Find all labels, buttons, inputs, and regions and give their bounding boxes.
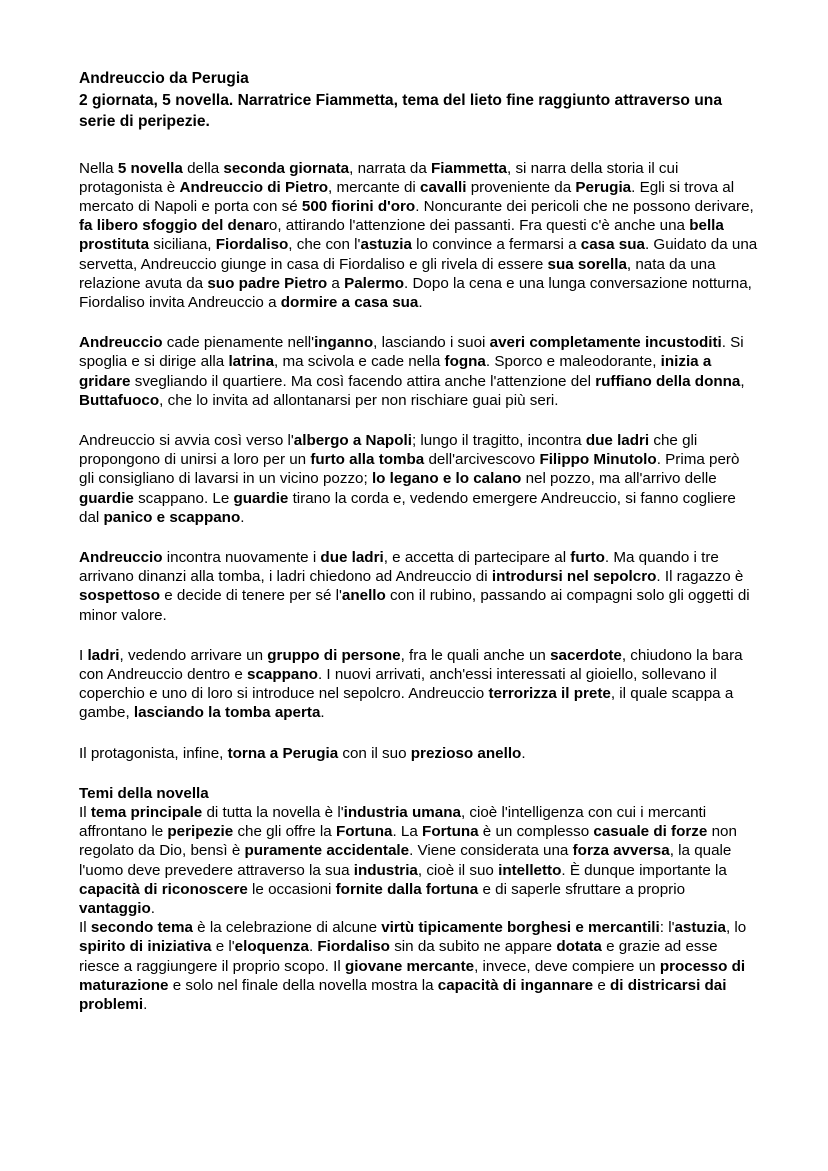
bold-text-run: Perugia xyxy=(575,178,632,196)
bold-text-run: fa libero sfoggio del denar xyxy=(79,217,269,235)
text-run: della xyxy=(182,159,224,177)
bold-text-run: ruffiano della donna xyxy=(595,372,741,390)
bold-text-run: albergo a Napoli xyxy=(293,431,412,449)
bold-text-run: tema principale xyxy=(90,803,203,821)
bold-text-run: Fiammetta xyxy=(431,159,507,177)
text-run: , xyxy=(740,372,745,390)
text-run: , la quale l'uomo deve prevedere attraverso la sua xyxy=(79,842,732,879)
bold-text-run: prezioso anello xyxy=(410,744,522,762)
text-run: , ma scivola e cade nella xyxy=(274,353,445,371)
bold-text-run: anello xyxy=(341,587,386,605)
text-run: . xyxy=(240,508,245,526)
text-run: o, attirando l'attenzione dei passanti. Fra questi c'è anche una xyxy=(268,217,690,235)
bold-text-run: virtù tipicamente borghesi e mercantili xyxy=(381,919,660,937)
text-run: di tutta la novella è l' xyxy=(202,803,344,821)
bold-text-run: di districarsi dai problemi xyxy=(79,976,727,1014)
text-run: . Viene considerata una xyxy=(409,842,573,860)
bold-text-run: industria xyxy=(353,861,418,879)
text-run: , vedendo arrivare un xyxy=(119,646,268,664)
bold-text-run: due ladri xyxy=(320,548,384,566)
bold-text-run: inizia a gridare xyxy=(79,353,712,390)
text-run: . I nuovi arrivati, anch'essi interessati al gioiello, sollevano il coperchio e uno di loro si introduce nel sepolcro. Andreuccio xyxy=(79,665,717,703)
text-run: siciliana, xyxy=(149,236,216,254)
text-run: . Si spoglia e si dirige alla xyxy=(79,334,744,371)
text-run: ; lungo il tragitto, incontra xyxy=(411,431,586,449)
text-run: nel pozzo, ma all'arrivo delle xyxy=(521,470,717,488)
bold-text-run: industria umana xyxy=(343,803,461,821)
text-run: , nata da una relazione avuta da xyxy=(79,255,716,292)
text-run: proveniente da xyxy=(466,178,576,196)
text-run: . Noncurante dei pericoli che ne possono derivare, xyxy=(415,197,754,215)
bold-text-run: casuale di forze xyxy=(593,823,708,841)
bold-text-run: fogna xyxy=(444,353,486,371)
text-run: , mercante di xyxy=(328,178,421,196)
text-run: e grazie ad esse riesce a raggiungere il proprio scopo. Il xyxy=(79,938,718,975)
text-run: Il xyxy=(79,919,91,937)
text-run: con il suo xyxy=(338,744,411,762)
text-run: . Ma quando i tre arrivano dinanzi alla tomba, i ladri chiedono ad Andreuccio di xyxy=(79,548,719,586)
text-run: , cioè l'intelligenza con cui i mercanti affrontano le xyxy=(79,803,707,841)
document-subtitle: 2 giornata, 5 novella. Narratrice Fiammetta, tema del lieto fine raggiunto attraverso una serie di peripezie. xyxy=(79,91,722,130)
text-run: Nella xyxy=(79,159,118,177)
text-run: , si narra della storia il cui protagonista è xyxy=(79,159,679,196)
text-run: . Egli si trova al mercato di Napoli e porta con sé xyxy=(79,178,735,215)
bold-text-run: astuzia xyxy=(360,236,412,254)
text-run: . xyxy=(143,996,148,1014)
bold-text-run: averi completamente incustoditi xyxy=(489,334,722,352)
paragraph-theme-2 xyxy=(79,918,758,1014)
bold-text-run: processo di maturazione xyxy=(79,957,746,994)
text-run: è un complesso xyxy=(478,823,594,841)
text-run: a xyxy=(327,274,345,292)
bold-text-run: lasciando la tomba aperta xyxy=(133,704,321,722)
text-run: Il xyxy=(79,803,91,821)
text-run: svegliando il quartiere. Ma così facendo attira anche l'attenzione del xyxy=(130,372,596,390)
paragraph-plot-1 xyxy=(79,159,758,313)
bold-text-run: scappano xyxy=(247,665,318,683)
text-run: , lo xyxy=(725,919,747,937)
paragraph-plot-4 xyxy=(79,548,758,625)
text-run: . Sporco e maleodorante, xyxy=(485,353,661,371)
paragraph-plot-2 xyxy=(79,333,758,410)
bold-text-run: sacerdote xyxy=(550,646,622,664)
text-run: , il quale scappa a gambe, xyxy=(79,685,734,722)
bold-text-run: dormire a casa sua xyxy=(280,293,419,311)
bold-text-run: intelletto xyxy=(498,861,562,879)
paragraph-plot-6 xyxy=(79,744,758,763)
text-run: . xyxy=(418,293,423,311)
bold-text-run: due ladri xyxy=(585,431,650,449)
text-run: . xyxy=(320,704,325,722)
bold-text-run: dotata xyxy=(556,938,602,956)
document-title: Andreuccio da Perugia xyxy=(79,70,249,87)
text-run: Il protagonista, infine, xyxy=(79,744,228,762)
section-title-themes: Temi della novella xyxy=(79,784,209,802)
text-run: : l' xyxy=(659,919,675,937)
bold-text-run: secondo tema xyxy=(90,919,193,937)
text-run: e di saperle sfruttare a proprio xyxy=(478,880,686,898)
bold-text-run: Andreuccio di Pietro xyxy=(179,178,329,196)
bold-text-run: peripezie xyxy=(167,823,234,841)
text-run: e decide di tenere per sé l' xyxy=(160,587,342,605)
bold-text-run: Buttafuoco xyxy=(79,391,160,409)
text-run: e solo nel finale della novella mostra la xyxy=(168,976,438,994)
heading-block xyxy=(79,68,758,133)
text-run: che gli propongono di unirsi a loro per un xyxy=(79,431,698,469)
text-run: non regolato da Dio, bensì è xyxy=(79,823,737,860)
text-run: e l' xyxy=(211,938,235,956)
bold-text-run: puramente accidentale xyxy=(244,842,410,860)
text-run: , invece, deve compiere un xyxy=(474,957,660,975)
bold-text-run: inganno xyxy=(314,334,374,352)
bold-text-run: latrina xyxy=(228,353,275,371)
bold-text-run: Filippo Minutolo xyxy=(539,451,657,469)
bold-text-run: 500 fiorini d'oro xyxy=(301,197,416,215)
text-run: con il rubino, passando ai compagni solo gli oggetti di minor valore. xyxy=(79,587,750,624)
text-run: . È dunque importante la xyxy=(561,861,727,879)
text-run: è la celebrazione di alcune xyxy=(192,919,382,937)
text-run: , fra le quali anche un xyxy=(400,646,551,664)
bold-text-run: giovane mercante xyxy=(344,957,475,975)
paragraph-theme-1 xyxy=(79,803,758,918)
bold-text-run: guardie xyxy=(79,489,134,507)
bold-text-run: Fiordaliso xyxy=(317,938,390,956)
text-run: I xyxy=(79,646,88,664)
text-run: . xyxy=(308,938,318,956)
text-run: tirano la corda e, vedendo emergere Andreuccio, si fanno cogliere dal xyxy=(79,489,736,526)
text-run: . Prima però gli consigliano di lavarsi in un vicino pozzo; xyxy=(79,451,740,488)
bold-text-run: suo padre Pietro xyxy=(207,274,328,292)
text-run: sin da subito ne appare xyxy=(389,938,557,956)
bold-text-run: fornite dalla fortuna xyxy=(335,880,479,898)
bold-text-run: bella prostituta xyxy=(79,217,724,254)
bold-text-run: 5 novella xyxy=(117,159,183,177)
text-run: . La xyxy=(392,823,423,841)
text-run: , e accetta di partecipare al xyxy=(383,548,571,566)
text-run: , cioè il suo xyxy=(417,861,499,879)
text-run: le occasioni xyxy=(247,880,336,898)
text-run: dell'arcivescovo xyxy=(424,451,540,469)
bold-text-run: panico e scappano xyxy=(103,508,241,526)
text-run: . xyxy=(150,900,155,917)
text-run: . xyxy=(521,744,526,762)
text-run: e xyxy=(593,976,610,994)
bold-text-run: torna a Perugia xyxy=(227,744,339,762)
text-run: . Il ragazzo è xyxy=(656,568,744,586)
bold-text-run: astuzia xyxy=(674,919,726,937)
bold-text-run: ladri xyxy=(87,646,120,664)
bold-text-run: Palermo xyxy=(344,274,405,292)
bold-text-run: sospettoso xyxy=(79,587,161,605)
paragraph-plot-3 xyxy=(79,431,758,527)
text-run: , che con l' xyxy=(288,236,361,254)
text-run: Andreuccio si avvia così verso l' xyxy=(79,431,294,449)
text-run: scappano. Le xyxy=(133,489,234,507)
text-run: cade pienamente nell' xyxy=(162,334,315,352)
text-run: , chiudono la bara con Andreuccio dentro e xyxy=(79,646,743,683)
bold-text-run: eloquenza xyxy=(234,938,309,956)
bold-text-run: forza avversa xyxy=(572,842,670,860)
bold-text-run: Fortuna xyxy=(422,823,479,841)
bold-text-run: capacità di ingannare xyxy=(437,976,594,994)
bold-text-run: Andreuccio xyxy=(79,548,163,566)
bold-text-run: sua sorella xyxy=(547,255,627,273)
paragraph-plot-5 xyxy=(79,646,758,723)
text-run: lo convince a fermarsi a xyxy=(411,236,581,254)
bold-text-run: furto xyxy=(570,548,605,566)
text-run: , narrata da xyxy=(349,159,432,177)
bold-text-run: guardie xyxy=(233,489,289,507)
bold-text-run: lo legano e lo calano xyxy=(371,470,522,488)
bold-text-run: introdursi nel sepolcro xyxy=(491,568,657,586)
bold-text-run: furto alla tomba xyxy=(310,451,425,469)
text-run: che gli offre la xyxy=(233,823,336,841)
bold-text-run: casa sua xyxy=(580,236,645,254)
text-run: , lasciando i suoi xyxy=(373,334,490,352)
bold-text-run: gruppo di persone xyxy=(267,646,401,664)
bold-text-run: Andreuccio xyxy=(79,334,163,352)
bold-text-run: capacità di riconoscere xyxy=(79,880,248,898)
bold-text-run: seconda giornata xyxy=(223,159,350,177)
bold-text-run: Fortuna xyxy=(335,823,393,841)
text-run: . Dopo la cena e una lunga conversazione notturna, Fiordaliso invita Andreuccio a xyxy=(79,274,752,311)
text-run: . Guidato da una servetta, Andreuccio giunge in casa di Fiordaliso e gli rivela di essere xyxy=(79,236,758,273)
bold-text-run: cavalli xyxy=(420,178,467,196)
bold-text-run: spirito di iniziativa xyxy=(79,938,212,956)
bold-text-run: vantaggio xyxy=(79,900,151,917)
bold-text-run: Fiordaliso xyxy=(215,236,289,254)
bold-text-run: terrorizza il prete xyxy=(488,685,611,703)
text-run: incontra nuovamente i xyxy=(162,548,321,566)
text-run: , che lo invita ad allontanarsi per non rischiare guai più seri. xyxy=(159,391,559,409)
